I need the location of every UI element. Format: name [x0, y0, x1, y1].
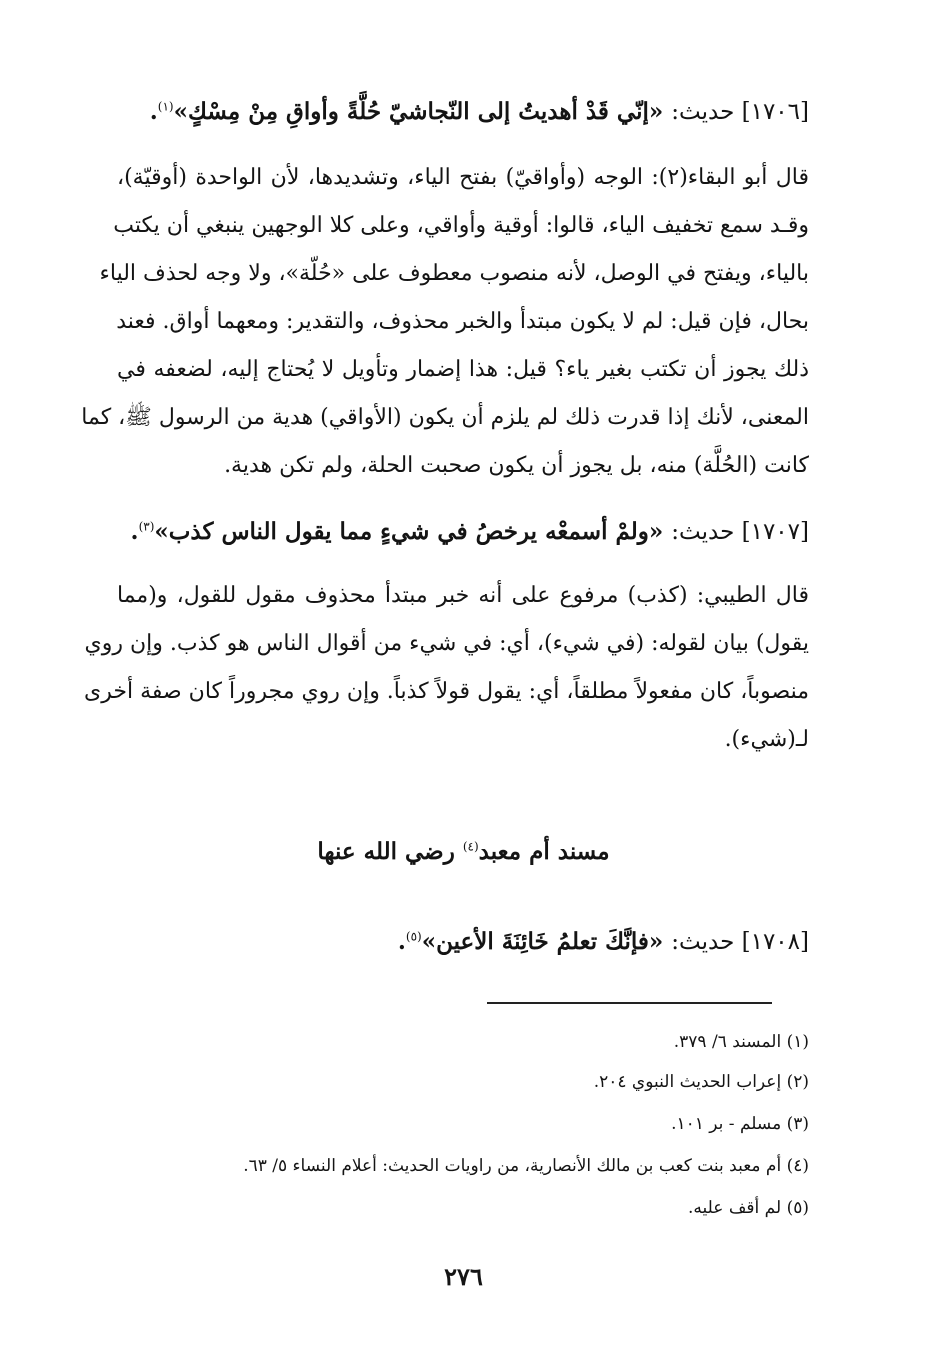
footnote-3: (٣) مسلم - بر ١٠١. — [671, 1114, 809, 1134]
footnote-4: (٤) أم معبد بنت كعب بن مالك الأنصارية، من راويات الحديث: أعلام النساء ٥/ ٦٣. — [243, 1156, 809, 1176]
page-number: ٢٧٦ — [444, 1262, 483, 1291]
hadith-1707-text: «ولمْ أسمعْه يرخصُ في شيءٍ مما يقول الناس كذب» — [154, 518, 664, 545]
hadith-1707-end: . — [130, 518, 139, 545]
hadith-1708-text: «فإنَّكَ تعلمُ خَائِنَةَ الأعين» — [421, 928, 664, 955]
footnote-ref-1: (١) — [157, 99, 174, 114]
section-title-pre: مسند أم معبد — [478, 838, 610, 865]
footnote-ref-5: (٥) — [405, 929, 422, 944]
footnote-5: (٥) لم أقف عليه. — [688, 1198, 809, 1218]
section-title-post: رضي الله عنها — [317, 838, 455, 865]
footnote-ref-3: (٣) — [138, 519, 155, 534]
commentary-1706-line-2: وقـد سمع تخفيف الياء، قالوا: أوقية وأواقي، وعلى كلا الوجهين ينبغي أن يكتب — [113, 213, 809, 238]
commentary-1706-line-3: بالياء، ويفتح في الوصل، لأنه منصوب معطوف على «حُلّة»، ولا وجه لحذف الياء — [99, 261, 809, 286]
section-title — [0, 832, 927, 872]
commentary-1706-line-7: كانت (الحُلَّة) منه، بل يجوز أن يكون صحبت الحلة، ولم تكن هدية. — [224, 453, 809, 478]
hadith-1707-heading — [117, 512, 809, 552]
commentary-1706-line-4: بحال، فإن قيل: لم لا يكون مبتدأ والخبر محذوف، والتقدير: ومعهما أواق. فعند — [116, 309, 809, 334]
footnote-ref-4: (٤) — [462, 839, 479, 854]
commentary-1706-line-6: المعنى، لأنك إذا قدرت ذلك لم يلزم أن يكون (الأواقي) هدية من الرسول ﷺ، كما — [81, 405, 809, 430]
hadith-1708-heading — [117, 922, 809, 962]
footnote-1: (١) المسند ٦/ ٣٧٩. — [673, 1032, 809, 1052]
hadith-1708-label: [١٧٠٨] حديث: — [671, 929, 809, 955]
hadith-1707-label: [١٧٠٧] حديث: — [671, 519, 809, 545]
commentary-1707-line-2: يقول) بيان لقوله: (في شيء)، أي: في شيء من أقوال الناس هو كذب. وإن روي — [84, 631, 809, 656]
commentary-1706-line-1: قال أبو البقاء(٢): الوجه (وأواقيّ) بفتح الياء، وتشديدها، لأن الواحدة (أوقيّة)، — [117, 165, 809, 190]
footnote-divider — [487, 1002, 772, 1004]
commentary-1707-line-1: قال الطيبي: (كذب) مرفوع على أنه خبر مبتدأ محذوف مقول للقول، و(مما — [117, 583, 809, 608]
hadith-1706-label: [١٧٠٦] حديث: — [671, 99, 809, 125]
commentary-1707-line-3: منصوباً، كان مفعولاً مطلقاً، أي: يقول قولاً كذباً. وإن روي مجروراً كان صفة أخرى — [84, 679, 809, 704]
hadith-1706-end: . — [149, 98, 158, 125]
footnote-2: (٢) إعراب الحديث النبوي ٢٠٤. — [593, 1072, 809, 1092]
hadith-1706-text: «إنّي قَدْ أهديتُ إلى النّجاشيّ حُلَّةً وأواقِ مِنْ مِسْكٍ» — [173, 98, 664, 125]
commentary-1707-line-4: لـ(شيء). — [724, 727, 809, 752]
hadith-1708-end: . — [397, 928, 406, 955]
hadith-1706-heading — [117, 92, 809, 132]
commentary-1706-line-5: ذلك يجوز أن تكتب بغير ياء؟ قيل: هذا إضمار وتأويل لا يُحتاج إليه، لضعفه في — [117, 357, 809, 382]
